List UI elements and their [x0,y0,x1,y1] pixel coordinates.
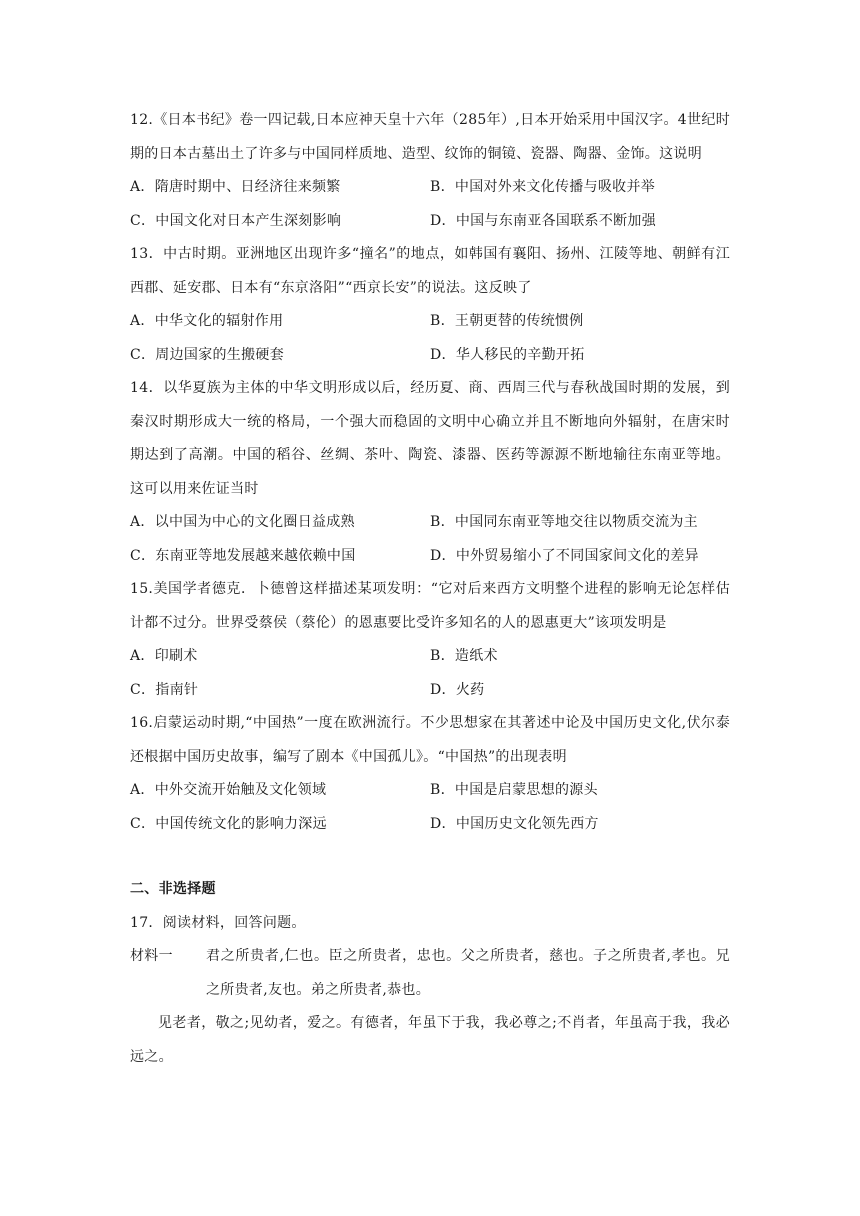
question-15-options-row-2 [130,674,730,708]
question-14-option-d: D．中外贸易缩小了不同国家间文化的差异 [430,547,699,564]
question-14-option-b: B．中国同东南亚等地交往以物质交流为主 [430,514,698,530]
question-17-intro: 17．阅读材料，回答问题。 [130,914,306,931]
question-16-option-c: C．中国传统文化的影响力深远 [130,815,327,832]
question-13-options-row-2 [130,339,730,373]
question-12-options-row-2 [130,205,730,239]
question-13-option-d: D．华人移民的辛勤开拓 [430,346,585,363]
question-16-options-row-1 [130,774,730,808]
question-16-option-d: D．中国历史文化领先西方 [430,815,599,832]
question-12-options-row-1 [130,171,730,205]
question-15-option-a: A．印刷术 [130,648,198,664]
question-13-option-b: B．王朝更替的传统惯例 [430,313,584,329]
question-12-option-b: B．中国对外来文化传播与吸收并举 [430,179,656,195]
material-1-paragraph-2: 见老者，敬之;见幼者，爱之。有德者，年虽下于我，我必尊之;不肖者，年虽高于我，我必远之。 [130,1015,730,1065]
question-15-option-b: B．造纸术 [430,648,498,664]
question-12-option-a: A．隋唐时期中、日经济往来频繁 [130,179,341,195]
question-16-option-b: B．中国是启蒙思想的源头 [430,782,598,798]
material-1-label: 材料一 [130,948,173,964]
question-14-stem: 14．以华夏族为主体的中华文明形成以后，经历夏、商、西周三代与春秋战国时期的发展，到秦汉时期形成大一统的格局，一个强大而稳固的文明中心确立并且不断地向外辐射，在唐宋时期达到了高潮。中国的稻谷、丝绸、茶叶、陶瓷、漆器、医药等源源不断地输往东南亚等地。这可以用来佐证当时 [130,380,730,497]
question-14-options-row-2 [130,540,730,574]
question-15-stem: 15.美国学者德克．卜德曾这样描述某项发明：“它对后来西方文明整个进程的影响无论怎样估计都不过分。世界受蔡侯（蔡伦）的恩惠要比受许多知名的人的恩惠更大”该项发明是 [130,581,730,631]
question-12-stem: 12.《日本书纪》卷一四记载,日本应神天皇十六年（285年）,日本开始采用中国汉字。4世纪时期的日本古墓出土了许多与中国同样质地、造型、纹饰的铜镜、瓷器、陶器、金饰。这说明 [130,112,730,162]
question-15-option-d: D．火药 [430,681,485,698]
question-13-options-row-1 [130,305,730,339]
section-2-title: 二、非选择题 [130,881,216,897]
question-13-option-a: A．中华文化的辐射作用 [130,313,284,329]
material-1 [130,940,730,1007]
question-15-options-row-1 [130,640,730,674]
document-page [130,104,730,1074]
question-16-stem: 16.启蒙运动时期,“中国热”一度在欧洲流行。不少思想家在其著述中论及中国历史文化,伏尔泰还根据中国历史故事，编写了剧本《中国孤儿》。“中国热”的出现表明 [130,715,730,765]
question-13-stem: 13．中古时期。亚洲地区出现许多“撞名”的地点，如韩国有襄阳、扬州、江陵等地、朝鲜有江西郡、延安郡、日本有“东京洛阳”“西京长安”的说法。这反映了 [130,246,730,296]
material-1-text: 君之所贵者,仁也。臣之所贵者，忠也。父之所贵者，慈也。子之所贵者,孝也。兄之所贵者,友也。弟之所贵者,恭也。 [206,948,730,998]
question-16-options-row-2 [130,808,730,842]
question-14-options-row-1 [130,506,730,540]
question-16-option-a: A．中外交流开始触及文化领域 [130,782,327,798]
question-12-option-c: C．中国文化对日本产生深刻影响 [130,212,342,229]
question-12-option-d: D．中国与东南亚各国联系不断加强 [430,212,657,229]
question-15-option-c: C．指南针 [130,681,199,698]
question-14-option-a: A．以中国为中心的文化圈日益成熟 [130,514,355,530]
question-13-option-c: C．周边国家的生搬硬套 [130,346,285,363]
question-14-option-c: C．东南亚等地发展越来越依赖中国 [130,547,356,564]
